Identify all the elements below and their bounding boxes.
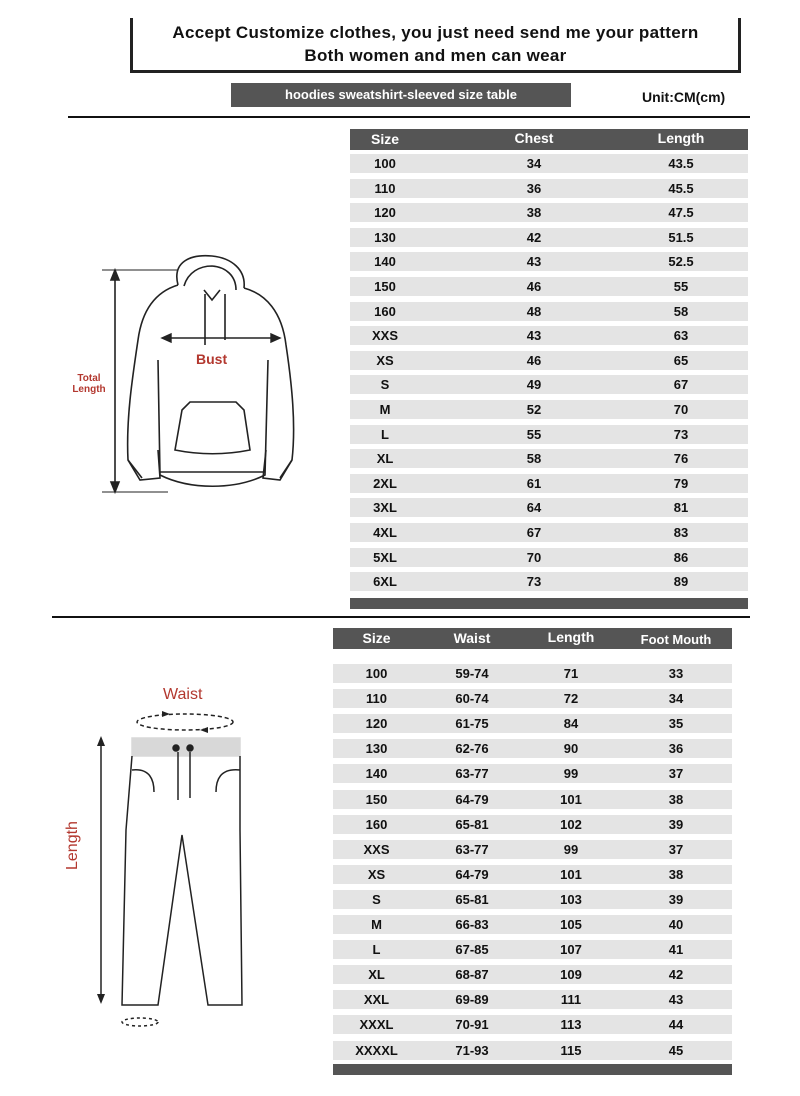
pants-cell-foot-mouth: 37 [668,766,684,782]
pants-table-footer [333,1064,732,1075]
hoodie-cell-length: 58 [673,303,689,319]
pants-table-row [333,739,732,758]
pants-cell-length: 103 [560,891,582,907]
divider-top [68,116,750,118]
pants-cell-size: L [372,942,381,958]
total-length-label-line-2: Length [72,384,106,395]
header-box [130,18,741,73]
hoodie-cell-chest: 70 [526,549,542,565]
hoodie-table-footer [350,598,748,609]
pants-cell-foot-mouth: 41 [668,942,684,958]
pants-cell-waist: 68-87 [455,967,489,983]
hoodie-cell-length: 86 [673,549,689,565]
hoodie-table-header [350,129,748,150]
hoodie-cell-length: 52.5 [668,254,694,270]
hoodie-table-row [350,277,748,296]
pants-cell-foot-mouth: 39 [668,816,684,832]
pants-cell-foot-mouth: 37 [668,841,684,857]
pants-cell-foot-mouth: 43 [668,992,684,1008]
header-line-2: Both women and men can wear [304,46,567,65]
bust-label: Bust [196,351,228,367]
pants-cell-length: 72 [563,691,579,707]
hoodie-cell-chest: 52 [526,402,542,417]
hoodie-table-row [350,449,748,468]
table-title-banner: hoodies sweatshirt-sleeved size table [231,83,571,107]
pants-cell-size: 120 [365,716,388,732]
pants-cell-size: 140 [365,766,388,782]
pants-cell-length: 111 [560,992,582,1008]
hoodie-cell-chest: 42 [526,229,542,245]
pants-cell-foot-mouth: 38 [668,866,684,882]
pants-cell-size: 100 [365,666,388,681]
hoodie-cell-chest: 43 [526,254,542,270]
pants-cell-size: M [371,917,382,932]
hoodie-cell-chest: 49 [526,377,542,393]
hoodie-cell-size: 3XL [373,500,397,516]
hoodie-col-size: Size [370,131,399,147]
hoodie-table-row [350,523,748,542]
pants-cell-waist: 71-93 [455,1042,489,1058]
pants-length-label: Length [64,821,81,870]
hoodie-cell-length: 70 [673,402,689,417]
unit-label: Unit:CM(cm) [642,89,726,105]
total-length-label [72,373,106,395]
pants-cell-size: XS [367,866,386,882]
hoodie-cell-chest: 73 [526,574,542,590]
hoodie-cell-chest: 36 [526,180,542,196]
pants-table-row [333,689,732,708]
hoodie-cell-chest: 61 [526,475,542,491]
hoodie-table-row [350,572,748,591]
pants-cell-waist: 63-77 [455,841,489,857]
hoodie-cell-length: 79 [673,475,689,491]
hoodie-cell-length: 89 [673,574,689,590]
hoodie-cell-chest: 48 [526,303,542,319]
pants-cell-foot-mouth: 40 [668,917,684,932]
pants-cell-waist: 61-75 [455,716,489,732]
pants-cell-waist: 67-85 [455,942,489,958]
pants-cell-length: 105 [560,917,582,932]
hoodie-table-row [350,474,748,493]
hoodie-table-row [350,548,748,567]
pants-cell-waist: 63-77 [455,766,489,782]
hoodie-cell-length: 43.5 [668,156,694,171]
hoodie-cell-size: 120 [374,205,396,221]
hoodie-col-chest: Chest [514,130,554,146]
hoodie-cell-size: L [381,426,389,442]
pants-cell-foot-mouth: 36 [668,741,684,757]
pants-table-row [333,815,732,834]
hoodie-cell-size: S [380,377,390,393]
pants-col-foot-mouth: Foot Mouth [640,632,712,647]
hoodie-cell-chest: 55 [526,426,542,442]
hoodie-table-row [350,498,748,517]
hoodie-cell-chest: 58 [526,451,542,467]
hoodie-cell-size: XS [376,352,394,368]
hoodie-table-row [350,351,748,370]
hoodie-cell-size: 140 [374,254,396,270]
pants-cell-waist: 70-91 [455,1017,489,1033]
pants-table-row [333,714,732,733]
hoodie-cell-length: 45.5 [668,180,694,196]
hoodie-col-length: Length [657,130,705,146]
pants-cell-waist: 66-83 [455,917,489,932]
pants-cell-length: 101 [560,791,582,807]
pants-col-waist: Waist [453,630,491,646]
pants-cell-size: XXXXL [355,1042,398,1058]
pants-table-row [333,764,732,783]
pants-cell-size: 110 [366,691,387,707]
hoodie-table-row [350,425,748,444]
hoodie-cell-size: 110 [374,180,396,196]
pants-cell-length: 71 [563,666,579,681]
pants-cell-length: 102 [560,816,582,832]
hoodie-cell-length: 65 [673,352,689,368]
waist-label: Waist [163,686,203,703]
hoodie-table-row [350,375,748,394]
pants-cell-foot-mouth: 45 [668,1042,684,1058]
hoodie-cell-length: 81 [673,500,689,516]
header-line-1: Accept Customize clothes, you just need send me your pattern [172,23,699,42]
pants-cell-size: S [372,891,381,907]
pants-col-length: Length [547,629,595,645]
pants-cell-length: 109 [560,967,582,983]
pants-cell-waist: 69-89 [455,992,489,1008]
hoodie-table-row [350,179,748,198]
divider-middle [52,616,750,618]
pants-cell-length: 115 [560,1042,582,1058]
hoodie-table-row [350,154,748,173]
pants-table-row [333,790,732,809]
pants-cell-foot-mouth: 34 [668,691,684,707]
pants-cell-waist: 60-74 [455,691,489,707]
pants-size-table [333,628,732,1076]
hoodie-cell-chest: 34 [526,156,542,171]
hoodie-cell-chest: 38 [526,205,542,221]
pants-table-row [333,1041,732,1060]
pants-cell-waist: 65-81 [455,891,489,907]
pants-table-row [333,865,732,884]
hoodie-cell-length: 55 [673,279,689,294]
pants-cell-waist: 64-79 [455,866,489,882]
pants-cell-size: XL [368,967,385,983]
pants-cell-size: XXXL [359,1017,394,1033]
pants-table-row [333,840,732,859]
hoodie-cell-length: 47.5 [668,205,694,221]
hoodie-cell-size: 6XL [373,574,397,590]
hoodie-cell-size: 2XL [373,475,397,491]
pants-cell-length: 99 [563,841,579,857]
pants-cell-foot-mouth: 42 [668,967,684,983]
hoodie-cell-length: 73 [673,426,689,442]
hoodie-cell-size: 4XL [373,525,397,540]
hoodie-cell-chest: 43 [526,328,542,344]
hoodie-cell-chest: 46 [526,352,542,368]
pants-cell-foot-mouth: 35 [668,716,684,732]
hoodie-cell-chest: 46 [526,279,542,294]
pants-cell-length: 90 [563,741,579,757]
pants-table-row [333,890,732,909]
pants-cell-waist: 59-74 [455,666,489,681]
pants-cell-size: 150 [365,791,388,807]
hoodie-table-row [350,400,748,419]
pants-cell-foot-mouth: 44 [668,1017,684,1033]
hoodie-table-row [350,252,748,271]
pants-cell-foot-mouth: 33 [668,666,684,681]
pants-cell-length: 107 [560,942,582,958]
hoodie-cell-size: 5XL [373,549,397,565]
pants-table-row [333,915,732,934]
hoodie-table-row [350,203,748,222]
hoodie-cell-length: 83 [673,525,689,540]
pants-cell-waist: 65-81 [455,816,489,832]
pants-cell-length: 84 [563,716,579,732]
hoodie-size-table [350,129,748,611]
hoodie-table-row [350,302,748,321]
pants-cell-waist: 64-79 [455,791,489,807]
pants-cell-size: XXS [363,841,390,857]
hoodie-cell-size: XXS [371,328,398,344]
hoodie-cell-size: 150 [374,279,396,294]
hoodie-cell-chest: 67 [526,525,542,540]
hoodie-cell-size: XL [376,451,394,467]
pants-table-row [333,990,732,1009]
pants-cell-waist: 62-76 [455,741,489,757]
pants-col-size: Size [362,630,391,646]
hoodie-cell-size: M [379,402,391,417]
pants-cell-foot-mouth: 39 [668,891,684,907]
pants-diagram [70,700,260,1040]
pants-cell-length: 113 [560,1017,582,1033]
hoodie-cell-length: 51.5 [668,229,694,245]
hoodie-cell-length: 63 [673,328,689,344]
pants-cell-length: 101 [560,866,582,882]
hoodie-cell-size: 160 [374,303,396,319]
total-length-label-line-1: Total [77,373,101,384]
pants-cell-length: 99 [563,766,579,782]
hoodie-table-row [350,326,748,345]
hoodie-cell-size: 100 [374,156,396,171]
hoodie-cell-length: 67 [673,377,689,393]
hoodie-cell-size: 130 [374,229,396,245]
pants-cell-size: XXL [363,992,390,1008]
pants-cell-size: 130 [365,741,388,757]
pants-table-row [333,664,732,683]
pants-table-row [333,940,732,959]
pants-cell-foot-mouth: 38 [668,791,684,807]
pants-table-row [333,965,732,984]
hoodie-table-row [350,228,748,247]
pants-table-row [333,1015,732,1034]
hoodie-cell-chest: 64 [526,500,542,516]
pants-table-header [333,628,732,649]
pants-cell-size: 160 [365,816,388,832]
hoodie-cell-length: 76 [673,451,689,467]
